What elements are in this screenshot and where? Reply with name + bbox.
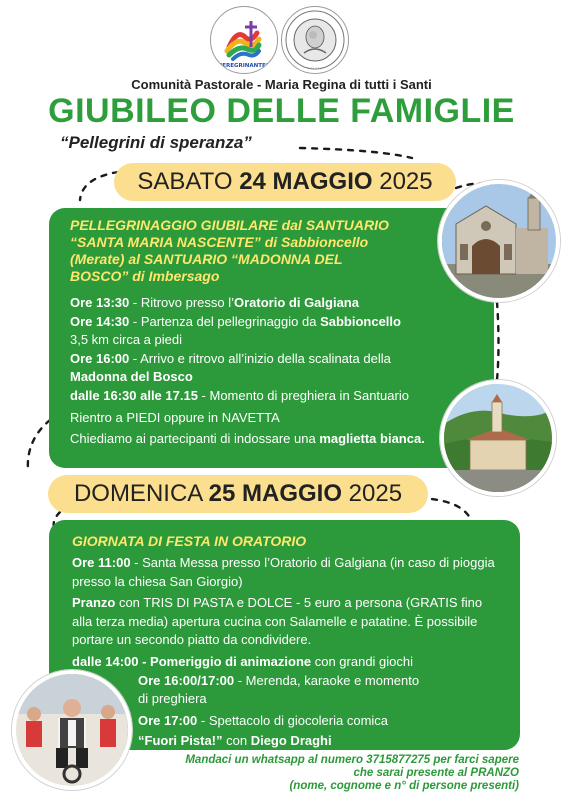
afternoon-text: con grandi giochi [311,653,414,669]
saturday-card [49,208,494,468]
saturday-heading-part: al SANTUARIO [124,251,232,267]
subtitle: “Pellegrini di speranza” [60,133,252,152]
shirt-text: Chiediamo ai partecipanti di indossare una [70,431,320,447]
schedule-time: Ore 16:00 [70,350,130,366]
sunday-date-pill [48,475,428,513]
whatsapp-line: che sarai presente al PRANZO [353,767,519,780]
lunch-text: con TRIS DI PASTA e DOLCE - 5 euro a persona (GRATIS fino alla terza media) apertura cucina con Salamelle e patatine. È possibile portare un secondo piatto da condividere. [72,595,483,648]
show-artist-line [138,732,428,751]
saturday-heading-part: di Imbersago [128,268,220,284]
schedule-item [70,350,450,387]
whatsapp-line: (nome, cognome e n° di persone presenti) [289,780,519,793]
show-time: Ore 17:00 [138,712,198,728]
saturday-heading-part: PELLEGRINAGGIO GIUBILARE [70,217,278,233]
saturday-heading-part: (Merate) [70,251,125,267]
madonna-del-bosco-photo [440,380,556,496]
saturday-heading-part: “SANTA MARIA NASCENTE” [70,234,261,250]
snack-text: - Merenda, karaoke e momento di preghiera [138,672,420,707]
sunday-date-suffix: 2025 [341,480,403,507]
sunday-late-items [138,672,428,751]
saturday-schedule [70,294,450,449]
sunday-date-bold: 25 MAGGIO [208,480,342,507]
schedule-time: dalle 16:30 alle 17.15 [70,387,198,403]
schedule-item [70,313,450,332]
sanctuary-hill-icon [444,384,552,492]
schedule-bold: Oratorio di Galgiana [234,295,359,310]
saturday-heading-part: “MADONNA DEL [231,251,343,267]
lunch-bold: Pranzo [72,595,116,611]
whatsapp-note [99,754,519,794]
schedule-text: - Partenza del pellegrinaggio da [129,313,321,329]
saturday-heading [70,217,478,285]
schedule-text: - Arrivo e ritrovo all’inizio della scalinata della [129,350,391,366]
saturday-date-pill [114,163,456,201]
saturday-heading-part: di Sabbioncello [260,234,369,250]
schedule-bold: Sabbioncello [320,313,401,329]
sunday-schedule [72,554,497,751]
schedule-text: - Ritrovo presso l’ [129,295,235,310]
shirt-bold: maglietta bianca. [319,431,425,447]
mass-time: Ore 11:00 [72,555,131,570]
show-item [138,712,428,731]
show-text: - Spettacolo di giocoleria comica [197,712,389,728]
church-facade-icon [442,184,556,298]
svg-text:PEREGRINANTES: PEREGRINANTES [218,63,270,69]
schedule-time: Ore 14:30 [70,313,130,329]
svg-text:· · · · · · · ·: · · · · · · · · [305,65,325,70]
afternoon-item [72,653,497,672]
santuario-nascente-photo [438,180,560,302]
show-name: “Fuori Pista!” [138,733,223,749]
sunday-heading: GIORNATA DI FESTA IN ORATORIO [72,533,307,549]
schedule-item [70,294,450,313]
schedule-time: Ore 13:30 [70,295,130,310]
show-with: con [222,733,251,749]
whatsapp-line: Mandaci un whatsapp al numero 3715877275 per farci sapere [185,754,519,766]
shirt-note [70,430,450,449]
schedule-text: - Momento di preghiera in Santuario [197,387,409,403]
snack-time: Ore 16:00/17:00 [138,672,235,688]
schedule-item [70,387,450,406]
community-name: Comunità Pastorale - Maria Regina di tutti i Santi [131,77,432,92]
page-title: GIUBILEO DELLE FAMIGLIE [48,92,515,130]
snack-item [138,672,428,709]
afternoon-bold: dalle 14:00 - Pomeriggio di animazione [72,653,312,669]
return-note: Rientro a PIEDI oppure in NAVETTA [70,409,280,425]
show-artist: Diego Draghi [250,733,332,749]
saturday-date-prefix: SABATO [137,168,240,195]
lunch-item [72,594,497,650]
saturday-heading-part: dal SANTUARIO [277,217,389,233]
schedule-bold: Madonna del Bosco [70,369,193,385]
sunday-date-prefix: DOMENICA [73,480,209,507]
saturday-date-bold: 24 MAGGIO [239,168,373,195]
saturday-heading-part: BOSCO” [70,268,129,284]
mass-item [72,554,497,591]
schedule-distance: 3,5 km circa a piedi [70,332,182,348]
mass-text: - Santa Messa presso l’Oratorio di Galgiana (in caso di pioggia presso la chiesa San Giorgio) [72,555,495,589]
saturday-date-suffix: 2025 [372,168,433,195]
